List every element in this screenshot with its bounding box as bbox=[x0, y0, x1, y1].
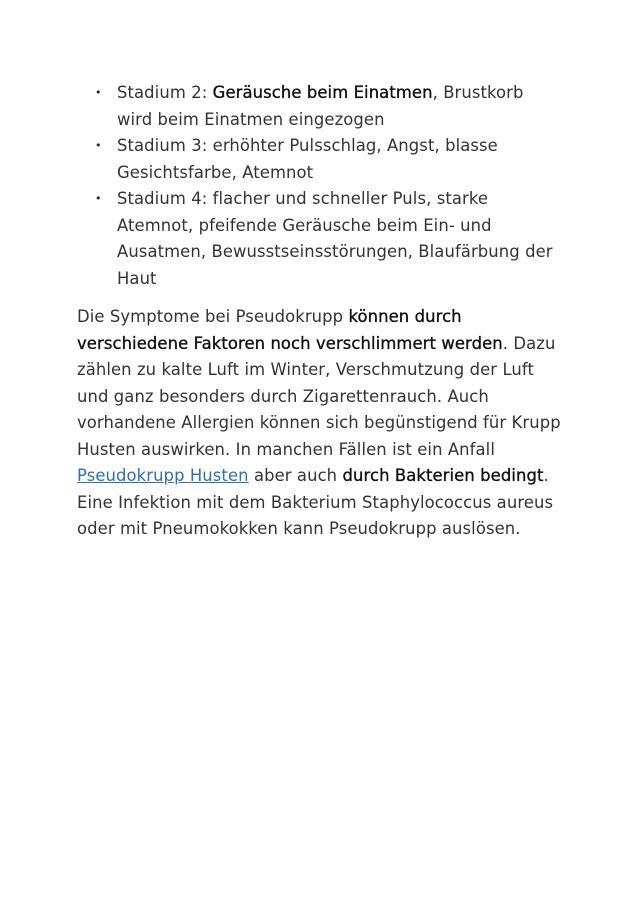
bullet-icon: • bbox=[95, 86, 102, 99]
stage-2-prefix: Stadium 2: bbox=[117, 83, 213, 102]
body-paragraph bbox=[77, 304, 567, 543]
paragraph-text-4: . Eine Infektion mit dem Bakterium Staphylococcus aureus oder mit Pneumokokken kann Pseudokrupp auslösen. bbox=[77, 466, 554, 538]
paragraph-emphasis-1: können durch verschiedene Faktoren noch verschlimmert werden bbox=[77, 307, 503, 353]
stage-4-text: Stadium 4: flacher und schneller Puls, starke Atemnot, pfeifende Geräusche beim Ein- und Ausatmen, Bewusstseinsstörungen, Blaufärbung der Haut bbox=[117, 189, 553, 288]
stage-list bbox=[88, 80, 558, 292]
stage-3-text: Stadium 3: erhöhter Pulsschlag, Angst, blasse Gesichtsfarbe, Atemnot bbox=[117, 136, 498, 182]
bullet-icon: • bbox=[95, 139, 102, 152]
stage-2-highlight: Geräusche beim Einatmen bbox=[212, 83, 433, 102]
list-item-stage-2 bbox=[88, 80, 558, 133]
paragraph-text-2: . Dazu zählen zu kalte Luft im Winter, Verschmutzung der Luft und ganz besonders durch Zigarettenrauch. Auch vorhandene Allergien können sich begünstigend für Krupp Husten auswirken. In manchen Fällen ist ein Anfall bbox=[77, 333, 561, 459]
paragraph-text-1: Die Symptome bei Pseudokrupp bbox=[77, 307, 349, 326]
list-item-stage-3 bbox=[88, 133, 558, 186]
pseudokrupp-husten-link[interactable]: Pseudokrupp Husten bbox=[77, 466, 249, 485]
paragraph-text-3: aber auch bbox=[248, 466, 343, 485]
stage-2-suffix: , Brustkorb wird beim Einatmen eingezogen bbox=[117, 83, 524, 129]
list-item-stage-4 bbox=[88, 186, 558, 292]
bullet-icon: • bbox=[95, 192, 102, 205]
paragraph-emphasis-2: durch Bakterien bedingt bbox=[342, 466, 544, 485]
